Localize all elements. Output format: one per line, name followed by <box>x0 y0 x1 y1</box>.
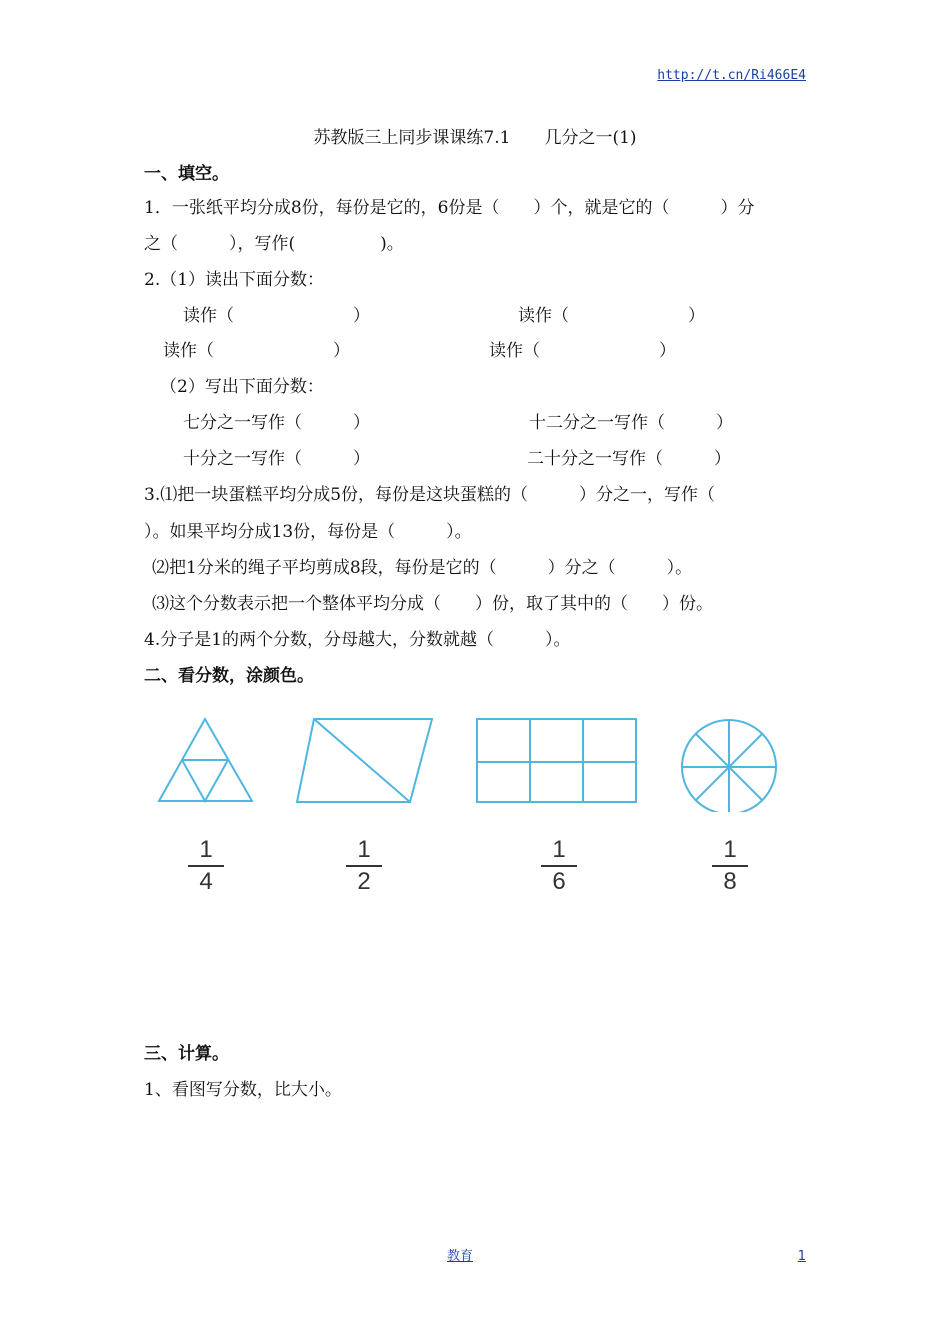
footer-link[interactable]: 教育 <box>447 1249 474 1264</box>
q3-line4: ⑶这个分数表示把一个整体平均分成（ ）份，取了其中的（ ）份。 <box>152 594 713 614</box>
fraction-numerator: 1 <box>723 836 737 863</box>
fraction-denominator: 2 <box>357 868 371 895</box>
page-title: 苏教版三上同步课课练7.1 几分之一(1) <box>313 128 637 148</box>
q3-line3: ⑵把1分米的绳子平均剪成8段，每份是它的（ ）分之（ ）。 <box>152 558 693 578</box>
page-number[interactable]: 1 <box>797 1249 806 1264</box>
fraction-denominator: 4 <box>199 868 213 895</box>
shapes-figure <box>150 712 790 812</box>
fraction-numerator: 1 <box>357 836 371 863</box>
s3-q1-line: 1、看图写分数，比大小。 <box>144 1080 342 1100</box>
fraction-bar <box>188 865 224 867</box>
section-color-fractions: 二、看分数，涂颜色。 <box>144 666 314 686</box>
q2-write-b1: 十分之一写作（ ） <box>183 449 370 469</box>
q4-line: 4.分子是1的两个分数，分母越大，分数就越（ ）。 <box>144 630 571 650</box>
q2-read-a1: 读作（ ） <box>183 306 370 326</box>
fraction-denominator: 8 <box>723 868 737 895</box>
q3-line2: ）。如果平均分成13份，每份是（ ）。 <box>144 522 472 542</box>
fraction-numerator: 1 <box>199 836 213 863</box>
q2-read-b2: 读作（ ） <box>489 341 676 361</box>
section-fill-in: 一、填空。 <box>144 164 229 184</box>
fraction-bar <box>712 865 748 867</box>
fraction-bar <box>541 865 577 867</box>
section-calculate: 三、计算。 <box>144 1044 229 1064</box>
q3-line1: 3.⑴把一块蛋糕平均分成5份，每份是这块蛋糕的（ ）分之一，写作（ <box>144 485 716 505</box>
rectangle-shape <box>477 719 636 802</box>
fraction-1-2 <box>344 838 384 894</box>
circle-shape <box>682 720 776 812</box>
parallelogram-shape <box>297 719 432 802</box>
q2-write-b2: 二十分之一写作（ ） <box>527 449 731 469</box>
q2-read-a2: 读作（ ） <box>518 306 705 326</box>
fraction-1-4 <box>186 838 226 894</box>
fraction-denominator: 6 <box>552 868 566 895</box>
fraction-1-6 <box>539 838 579 894</box>
q1-line1: 1．一张纸平均分成8份，每份是它的，6份是（ ）个，就是它的（ ）分 <box>144 198 755 218</box>
q2-read-b1: 读作（ ） <box>163 341 350 361</box>
fraction-numerator: 1 <box>552 836 566 863</box>
q2-head: 2.（1）读出下面分数： <box>144 270 325 290</box>
triangle-shape <box>159 719 252 801</box>
header-url-link[interactable]: http://t.cn/Ri466E4 <box>657 68 806 83</box>
fraction-bar <box>346 865 382 867</box>
fraction-1-8 <box>710 838 750 894</box>
q2-write-a2: 十二分之一写作（ ） <box>529 413 733 433</box>
q2-head2: （2）写出下面分数： <box>160 377 324 397</box>
q2-write-a1: 七分之一写作（ ） <box>183 413 370 433</box>
q1-line2: 之（ ），写作( )。 <box>144 234 404 254</box>
